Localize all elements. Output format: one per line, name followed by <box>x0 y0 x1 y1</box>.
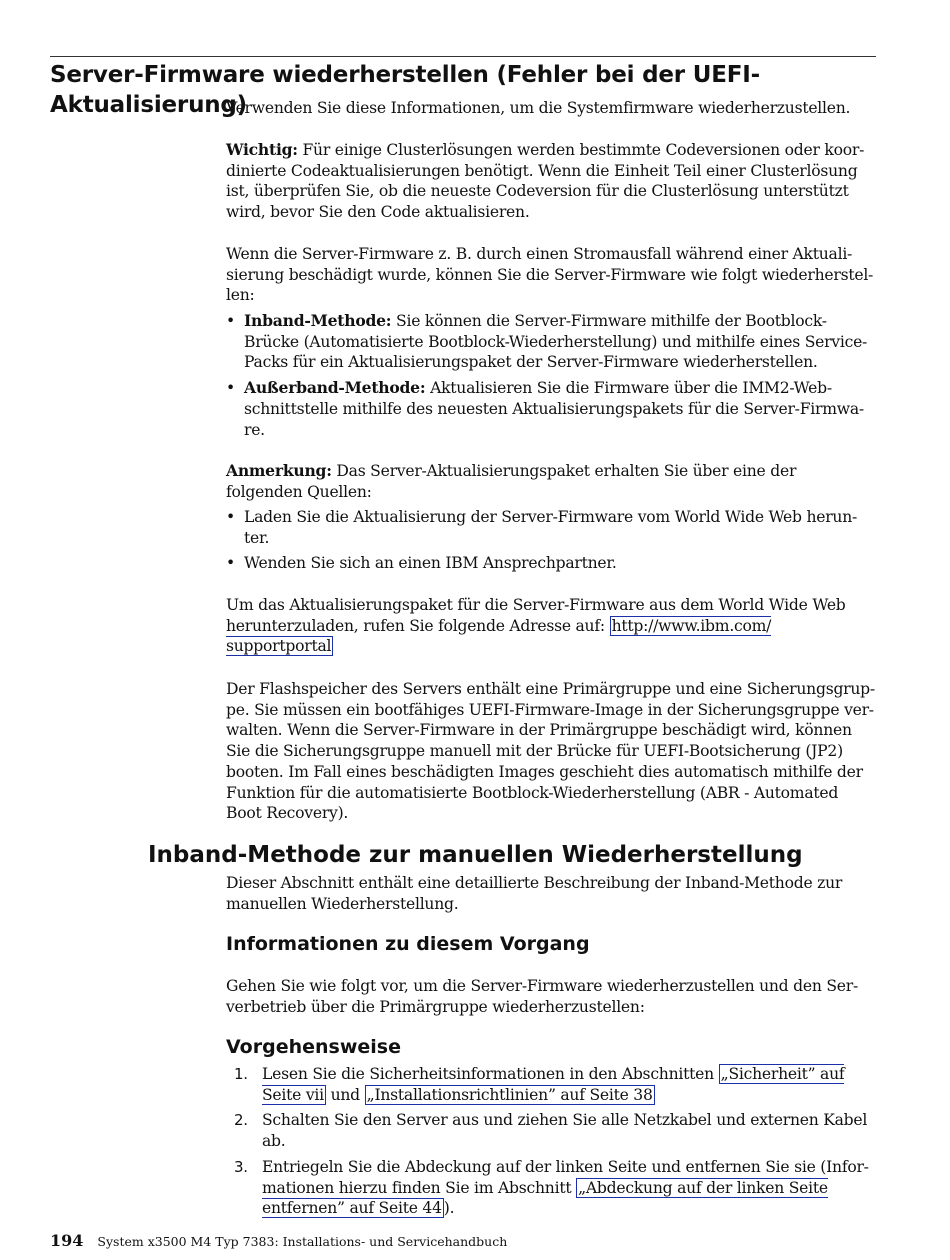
download-paragraph <box>226 595 876 657</box>
page-footer <box>50 1232 507 1251</box>
note <box>226 461 876 502</box>
list-item <box>226 1157 876 1219</box>
source-text: Laden Sie die Aktualisierung der Server-Firmware vom World Wide Web herun-ter. <box>244 508 858 547</box>
step-text: Entriegeln Sie die Abdeckung auf der linken Seite und entfernen Sie sie (Infor-mationen hierzu finden Sie im Abschnitt <box>262 1157 869 1197</box>
step-text: Schalten Sie den Server aus und ziehen Sie alle Netzkabel und externen Kabel ab. <box>262 1111 868 1151</box>
bullet-icon: • <box>226 508 235 526</box>
bullet-icon: • <box>226 379 235 398</box>
procedure-steps <box>226 1064 876 1219</box>
damaged-firmware-text: Wenn die Server-Firmware z. B. durch einen Stromausfall während einer Aktuali-sierung beschädigt wurde, können Sie die Server-Firmware wie folgt wiederherstel-len: <box>226 245 874 305</box>
list-item <box>226 378 876 440</box>
bullet-icon: • <box>226 312 235 330</box>
subsection-intro: Dieser Abschnitt enthält eine detaillierte Beschreibung der Inband-Methode zur manuellen Wiederherstellung. <box>226 874 843 913</box>
methods-list <box>226 311 876 440</box>
installation-guidelines-link[interactable]: „Installationsrichtlinien” auf Seite 38 <box>366 1085 653 1104</box>
step-text: und <box>325 1085 365 1104</box>
book-title: System x3500 M4 Typ 7383: Installations- und Servicehandbuch <box>97 1234 508 1249</box>
step-text: Lesen Sie die Sicherheitsinformationen in den Abschnitten <box>262 1065 719 1083</box>
important-label: Wichtig: <box>226 140 298 159</box>
section-title: Server-Firmware wiederherstellen (Fehler bei der UEFI-Aktualisierung) <box>50 62 760 118</box>
list-item <box>226 1064 876 1105</box>
flash-memory-text: Der Flashspeicher des Servers enthält eine Primärgruppe und eine Sicherungsgrup-pe. Sie müssen ein bootfähiges UEFI-Firmware-Image in der Sicherungsgruppe ver-walten. Wenn die Server-Firmware in der Primärgruppe beschädigt wird, können Sie die Sicherungsgruppe manuell mit der Brücke für UEFI-Bootsicherung (JP2) booten. Im Fall eines beschädigten Images geschieht dies automatisch mithilfe der Funktion für die automatisierte Bootblock-Wiederherstellung (ABR - Automated Boot Recovery). <box>226 680 875 823</box>
remove-left-cover-link[interactable]: „Abdeckung auf der linken Seite entfernen” auf Seite 44 <box>262 1178 828 1218</box>
method-text: Sie können die Server-Firmware mithilfe der Bootblock-Brücke (Automatisierte Bootblock-Wiederherstellung) und mithilfe eines Service-Packs für ein Aktualisierungspaket der Server-Firmware wiederherstellen. <box>244 312 868 372</box>
step-number: 1. <box>234 1065 248 1083</box>
method-label: Außerband-Methode: <box>244 378 426 398</box>
list-item <box>226 1110 876 1151</box>
list-item <box>226 311 876 373</box>
about-heading: Informationen zu diesem Vorgang <box>226 933 590 955</box>
method-label: Inband-Methode: <box>244 311 392 330</box>
procedure-heading: Vorgehensweise <box>226 1036 401 1058</box>
method-text: Aktualisieren Sie die Firmware über die IMM2-Web-schnittstelle mithilfe des neuesten Aktualisierungspakets für die Server-Firmwa-re. <box>244 379 864 439</box>
about-text: Gehen Sie wie folgt vor, um die Server-Firmware wiederherzustellen und den Ser-verbetrieb über die Primärgruppe wiederherzustellen: <box>226 977 858 1016</box>
step-text: ). <box>443 1199 455 1218</box>
bullet-icon: • <box>226 554 235 573</box>
important-notice <box>226 140 876 223</box>
important-text: Für einige Clusterlösungen werden bestimmte Codeversionen oder koor-dinierte Codeaktualisierungen benötigt. Wenn die Einheit Teil einer Clusterlösung ist, überprüfen Sie, ob die neueste Codeversion für die Clusterlösung unterstützt wird, bevor Sie den Code aktualisieren. <box>226 141 865 222</box>
list-item <box>226 507 876 548</box>
step-number: 2. <box>234 1111 248 1130</box>
sources-list <box>226 507 876 574</box>
note-label: Anmerkung: <box>226 461 332 480</box>
list-item <box>226 553 876 574</box>
support-portal-link[interactable]: http://www.ibm.com/ supportportal <box>226 616 772 656</box>
page-number: 194 <box>50 1231 84 1250</box>
section-intro: Verwenden Sie diese Informationen, um die Systemfirmware wiederherzustellen. <box>226 99 851 117</box>
safety-link[interactable]: „Sicherheit” auf Seite vii <box>262 1065 845 1104</box>
section-divider-rule <box>50 56 876 57</box>
subsection-title: Inband-Methode zur manuellen Wiederherstellung <box>148 842 803 868</box>
step-number: 3. <box>234 1157 248 1176</box>
source-text: Wenden Sie sich an einen IBM Ansprechpartner. <box>244 554 617 573</box>
note-text: Das Server-Aktualisierungspaket erhalten Sie über eine der folgenden Quellen: <box>226 462 797 501</box>
download-text: Um das Aktualisierungspaket für die Server-Firmware aus dem World Wide Web herunterzuladen, rufen Sie folgende Adresse auf: <box>226 596 846 635</box>
